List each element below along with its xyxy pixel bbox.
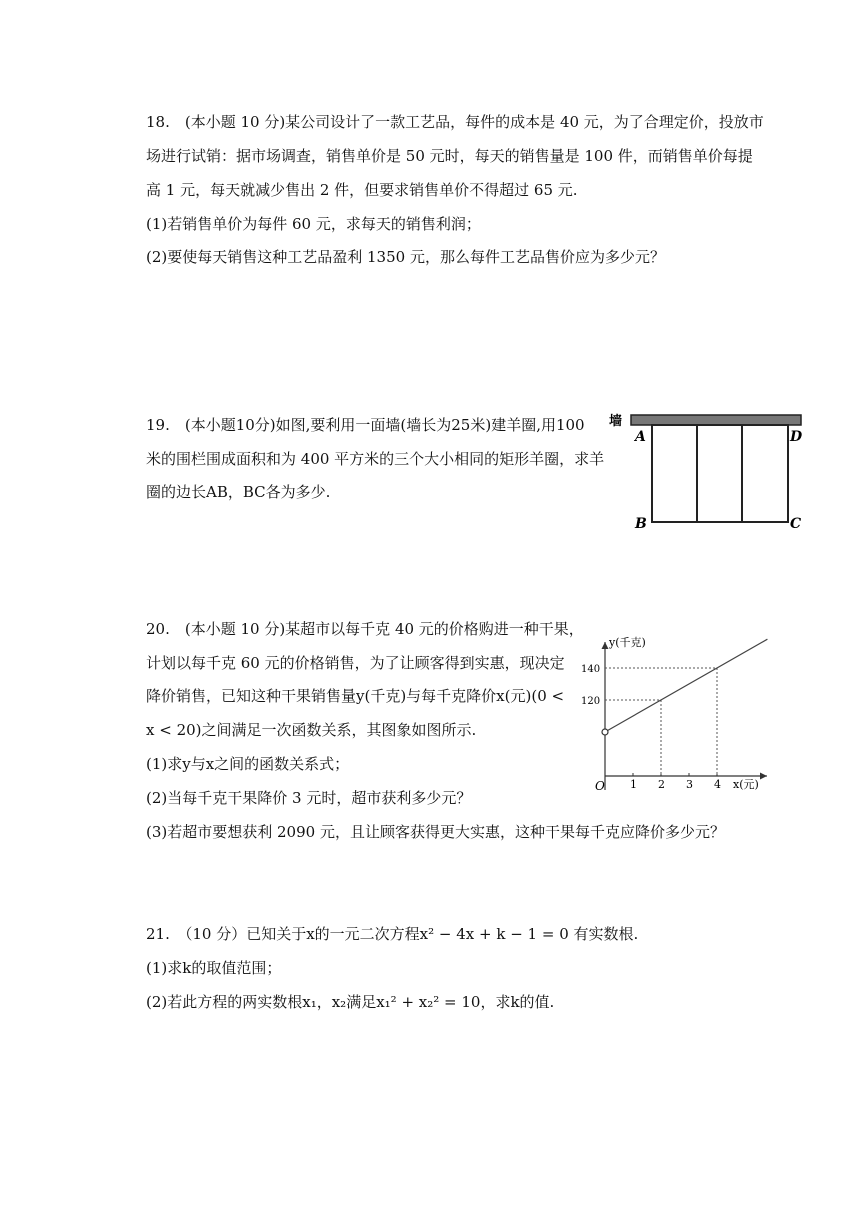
y-axis-label: y(千克) [609, 636, 646, 649]
point-d-label: D [790, 429, 803, 445]
q19-line-3: 圈的边长AB，BC各为多少. [146, 483, 331, 501]
q19-line-2: 米的围栏围成面积和为 400 平方米的三个大小相同的矩形羊圈，求羊 [146, 450, 605, 468]
x-tick-label: 4 [714, 778, 721, 791]
q18-line-1: 18. (本小题 10 分)某公司设计了一款工艺品，每件的成本是 40 元，为了合理定价，投放市 [146, 113, 764, 131]
x-axis-label: x(元) [733, 778, 759, 791]
q20-part-2: (2)当每千克干果降价 3 元时，超市获利多少元？ [146, 789, 472, 807]
q19-line-1: 19. (本小题10分)如图,要利用一面墙(墙长为25米)建羊圈,用100 [146, 416, 585, 434]
q21-part-2: (2)若此方程的两实数根x₁，x₂满足x₁² + x₂² = 10，求k的值. [146, 993, 555, 1011]
y-intercept-open-point [602, 729, 608, 735]
q20-line-4: x < 20)之间满足一次函数关系，其图象如图所示. [146, 721, 477, 739]
function-line [605, 639, 767, 732]
point-c-label: C [790, 516, 802, 532]
sheep-pen-figure [605, 406, 805, 532]
q20-line-1: 20. (本小题 10 分)某超市以每千克 40 元的价格购进一种干果， [146, 620, 584, 638]
q20-line-2: 计划以每千克 60 元的价格销售，为了让顾客得到实惠，现决定 [146, 654, 565, 672]
q20-line-3: 降价销售，已知这种干果销售量y(千克)与每千克降价x(元)(0 < [146, 687, 565, 705]
q18-line-3: 高 1 元，每天就减少售出 2 件，但要求销售单价不得超过 65 元. [146, 181, 578, 199]
sales-line-chart [575, 630, 775, 798]
q21-line-1: 21. （10 分）已知关于x的一元二次方程x² − 4x + k − 1 = 0 有实数根. [146, 925, 639, 943]
wall-label: 墙 [609, 414, 623, 429]
wall [631, 415, 801, 425]
origin-label: O [595, 779, 605, 793]
x-tick-label: 2 [658, 778, 665, 791]
x-tick-label: 3 [686, 778, 693, 791]
q21-part-1: (1)求k的取值范围； [146, 959, 282, 977]
q18-part-1: (1)若销售单价为每件 60 元，求每天的销售利润； [146, 215, 481, 233]
q20-part-3: (3)若超市要想获利 2090 元，且让顾客获得更大实惠，这种干果每千克应降价多少元？ [146, 823, 725, 841]
point-a-label: A [635, 429, 646, 445]
y-tick-label: 140 [581, 664, 601, 675]
pen-outline [652, 425, 788, 522]
point-b-label: B [635, 516, 647, 532]
q18-part-2: (2)要使每天销售这种工艺品盈利 1350 元，那么每件工艺品售价应为多少元？ [146, 248, 665, 266]
x-tick-label: 1 [630, 778, 637, 791]
q20-part-1: (1)求y与x之间的函数关系式； [146, 755, 350, 773]
y-tick-label: 120 [581, 696, 601, 707]
q18-line-2: 场进行试销：据市场调查，销售单价是 50 元时，每天的销售量是 100 件，而销售单价每提 [146, 147, 753, 165]
